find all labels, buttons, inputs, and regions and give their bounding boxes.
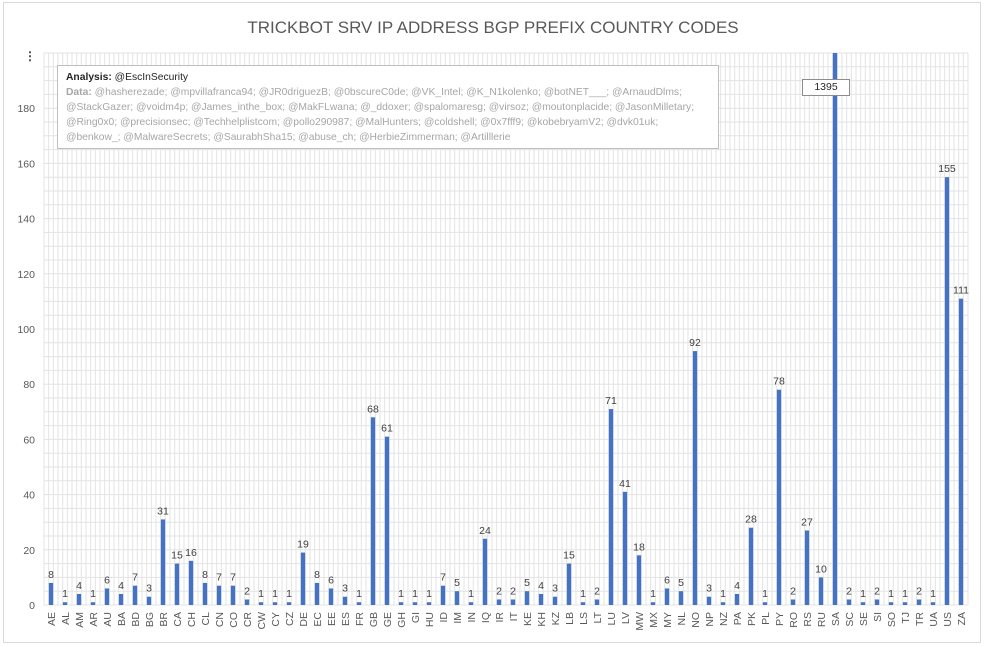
bar-ar — [91, 602, 95, 605]
data-label-gb: 68 — [367, 403, 379, 416]
x-tick-label-tj: TJ — [900, 612, 912, 624]
bar-im — [455, 591, 459, 605]
y-tick-label: 140 — [17, 213, 35, 226]
bar-fr — [357, 602, 361, 605]
data-label-im: 5 — [454, 577, 460, 590]
x-tick-label-it: IT — [508, 612, 520, 622]
x-tick-label-am: AM — [74, 612, 86, 628]
bar-ee — [329, 588, 333, 605]
data-label-tr: 2 — [916, 585, 922, 598]
data-label: Data: — [66, 87, 92, 98]
data-label-au: 6 — [104, 574, 110, 587]
x-tick-label-fr: FR — [354, 612, 366, 626]
data-label-it: 2 — [510, 585, 516, 598]
bar-pl — [763, 602, 767, 605]
bar-cr — [245, 599, 249, 605]
x-tick-label-kz: KZ — [550, 612, 562, 626]
bar-ec — [315, 583, 319, 605]
data-label-ge: 61 — [381, 422, 393, 435]
x-axis-ticks — [46, 611, 968, 630]
x-tick-label-pk: PK — [746, 612, 758, 627]
data-label-lb: 15 — [563, 549, 575, 562]
x-tick-label-pa: PA — [732, 612, 744, 626]
data-label-cz: 1 — [286, 588, 292, 601]
y-tick-label: 0 — [29, 600, 35, 612]
data-label-al: 1 — [62, 588, 68, 601]
x-tick-label-gh: GH — [396, 612, 408, 628]
data-label-kh: 4 — [538, 579, 544, 592]
y-tick-label: 80 — [23, 379, 35, 392]
x-tick-label-ba: BA — [116, 612, 128, 627]
bar-gi — [413, 602, 417, 605]
y-tick-label: 160 — [17, 158, 35, 171]
bar-cl — [203, 583, 207, 605]
bar-ro — [791, 599, 795, 605]
ru-value-callout: 1395 — [802, 79, 850, 96]
data-label-ke: 5 — [524, 577, 530, 590]
x-tick-label-np: NP — [704, 612, 716, 627]
data-label-co: 7 — [230, 571, 236, 584]
data-label-ca: 15 — [171, 549, 183, 562]
x-tick-label-lt: LT — [592, 612, 604, 624]
bar-id — [441, 586, 445, 605]
data-label-mx: 1 — [650, 588, 656, 601]
bar-lb — [567, 564, 571, 605]
bar-kz — [553, 597, 557, 605]
y-tick-label: 60 — [23, 434, 35, 447]
bar-lv — [623, 492, 627, 605]
chart-title: TRICKBOT SRV IP ADDRESS BGP PREFIX COUNTRY CODES — [247, 18, 739, 37]
data-label-no: 92 — [689, 337, 701, 350]
data-label-ir: 2 — [496, 585, 502, 598]
data-label-bd: 7 — [132, 571, 138, 584]
x-tick-label-gi: GI — [410, 612, 422, 624]
bar-cw — [259, 602, 263, 605]
data-label-so: 1 — [888, 588, 894, 601]
x-tick-label-hu: HU — [424, 612, 436, 628]
data-label-rs: 27 — [801, 516, 813, 529]
data-label-lt: 2 — [594, 585, 600, 598]
x-tick-label-id: ID — [438, 612, 450, 623]
data-label-se: 1 — [860, 588, 866, 601]
x-tick-label-de: DE — [298, 612, 310, 627]
data-label-ae: 8 — [48, 568, 54, 581]
x-tick-label-sa: SA — [830, 612, 842, 627]
x-tick-label-ir: IR — [494, 612, 506, 623]
data-line — [66, 85, 710, 145]
bar-so — [889, 602, 893, 605]
bar-br — [161, 519, 165, 605]
bar-my — [665, 588, 669, 605]
x-tick-label-mw: MW — [634, 612, 646, 631]
x-tick-label-ar: AR — [88, 612, 100, 627]
x-tick-label-rs: RS — [802, 612, 814, 627]
bar-gb — [371, 417, 375, 605]
bar-iq — [483, 539, 487, 605]
analysis-label: Analysis: — [66, 72, 112, 83]
bar-es — [343, 597, 347, 605]
data-label-za: 111 — [953, 284, 969, 297]
bar-cz — [287, 602, 291, 605]
bar-mx — [651, 602, 655, 605]
bar-np — [707, 597, 711, 605]
data-label-ee: 6 — [328, 574, 334, 587]
x-tick-label-ru: RU — [816, 612, 828, 628]
bar-sa — [833, 53, 837, 605]
bar-lt — [595, 599, 599, 605]
x-tick-label-au: AU — [102, 612, 114, 627]
bar-it — [511, 599, 515, 605]
x-tick-label-cr: CR — [242, 612, 254, 628]
bar-am — [77, 594, 81, 605]
y-tick-label: 40 — [23, 489, 35, 502]
analysis-line — [66, 70, 710, 85]
x-tick-label-iq: IQ — [480, 612, 492, 624]
bar-se — [861, 602, 865, 605]
x-tick-label-se: SE — [858, 612, 870, 627]
vertical-ellipsis-icon[interactable]: ⋮ — [24, 49, 36, 63]
y-axis-ticks — [17, 103, 35, 612]
x-tick-label-mx: MX — [648, 612, 660, 628]
data-label-ec: 8 — [314, 568, 320, 581]
bar-de — [301, 553, 305, 605]
bar-ae — [49, 583, 53, 605]
x-tick-label-cw: CW — [256, 612, 268, 630]
x-tick-label-cy: CY — [270, 612, 282, 627]
x-tick-label-ec: EC — [312, 612, 324, 627]
bar-us — [945, 177, 949, 605]
bar-rs — [805, 530, 809, 605]
data-label-us: 155 — [938, 163, 956, 176]
data-label-ua: 1 — [930, 588, 936, 601]
data-label-np: 3 — [706, 582, 712, 595]
data-label-id: 7 — [440, 571, 446, 584]
x-tick-label-ls: LS — [578, 612, 590, 625]
bar-nl — [679, 591, 683, 605]
x-tick-label-ch: CH — [186, 612, 198, 628]
data-label-iq: 24 — [479, 524, 491, 537]
bar-ge — [385, 437, 389, 605]
x-tick-label-us: US — [942, 612, 954, 627]
bar-tj — [903, 602, 907, 605]
x-tick-label-nz: NZ — [718, 612, 730, 626]
x-tick-label-ca: CA — [172, 612, 184, 627]
x-tick-label-im: IM — [452, 612, 464, 624]
bar-cn — [217, 586, 221, 605]
bar-ke — [525, 591, 529, 605]
bar-ir — [497, 599, 501, 605]
data-label-ch: 16 — [185, 546, 197, 559]
x-tick-label-ua: UA — [928, 612, 940, 627]
bar-za — [959, 299, 963, 605]
data-label-nz: 1 — [720, 588, 726, 601]
bar-no — [693, 351, 697, 605]
x-tick-label-my: MY — [662, 612, 674, 628]
x-tick-label-nl: NL — [676, 612, 688, 626]
x-tick-label-ro: RO — [788, 612, 800, 628]
data-label-de: 19 — [297, 538, 309, 551]
data-label-kz: 3 — [552, 582, 558, 595]
bar-si — [875, 599, 879, 605]
data-label-cr: 2 — [244, 585, 250, 598]
x-tick-label-no: NO — [690, 612, 702, 628]
bar-hu — [427, 602, 431, 605]
data-label-gh: 1 — [398, 588, 404, 601]
bar-kh — [539, 594, 543, 605]
chart-frame — [3, 2, 981, 643]
data-label-am: 4 — [76, 579, 82, 592]
data-label-ls: 1 — [580, 588, 586, 601]
bar-ua — [931, 602, 935, 605]
data-label-my: 6 — [664, 574, 670, 587]
bar-cy — [273, 602, 277, 605]
bar-tr — [917, 599, 921, 605]
data-label-bg: 3 — [146, 582, 152, 595]
data-label-cn: 7 — [216, 571, 222, 584]
data-label-fr: 1 — [356, 588, 362, 601]
y-tick-label: 180 — [17, 103, 35, 116]
x-tick-label-gb: GB — [368, 612, 380, 628]
data-label-py: 78 — [773, 375, 785, 388]
y-tick-label: 20 — [23, 544, 35, 557]
x-tick-label-cz: CZ — [284, 612, 296, 626]
x-tick-label-ae: AE — [46, 612, 58, 627]
data-label-br: 31 — [157, 505, 169, 518]
bar-ls — [581, 602, 585, 605]
x-tick-label-lu: LU — [606, 612, 618, 626]
data-label-ru: 10 — [815, 563, 827, 576]
bar-co — [231, 586, 235, 605]
data-label-ba: 4 — [118, 579, 124, 592]
x-tick-label-py: PY — [774, 612, 786, 627]
data-label-ar: 1 — [90, 588, 96, 601]
x-tick-label-es: ES — [340, 612, 352, 627]
data-label-pk: 28 — [745, 513, 757, 526]
bar-ca — [175, 564, 179, 605]
x-tick-label-bd: BD — [130, 612, 142, 627]
bar-in — [469, 602, 473, 605]
x-tick-label-lb: LB — [564, 612, 576, 625]
bar-py — [777, 390, 781, 605]
data-labels — [48, 163, 969, 600]
info-box — [57, 65, 719, 149]
data-label-es: 3 — [342, 582, 348, 595]
bar-pk — [749, 528, 753, 605]
x-tick-label-in: IN — [466, 612, 478, 623]
data-label-pa: 4 — [734, 579, 740, 592]
bar-al — [63, 602, 67, 605]
x-tick-label-al: AL — [60, 612, 72, 625]
bar-pa — [735, 594, 739, 605]
analysis-value: @EscInSecurity — [114, 72, 189, 83]
bar-sc — [847, 599, 851, 605]
bar-nz — [721, 602, 725, 605]
y-tick-label: 100 — [17, 324, 35, 336]
x-tick-label-co: CO — [228, 612, 240, 628]
x-tick-label-si: SI — [872, 612, 884, 622]
x-tick-label-cn: CN — [214, 612, 226, 628]
bar-mw — [637, 555, 641, 605]
x-tick-label-br: BR — [158, 612, 170, 627]
bar-bg — [147, 597, 151, 605]
x-tick-label-ke: KE — [522, 612, 534, 627]
data-label-cy: 1 — [272, 588, 278, 601]
data-label-pl: 1 — [762, 588, 768, 601]
x-tick-label-cl: CL — [200, 612, 212, 626]
x-tick-label-ge: GE — [382, 612, 394, 628]
data-label-lv: 41 — [619, 477, 631, 490]
data-value: @hasherezade; @mpvillafranca94; @JR0driguezB; @0bscureC0de; @VK_Intel; @K_N1kolenko; @botNET___; @ArnaudDlms; @StackGazer; @voidm4p; @James_inthe_box; @MakFLwana; @_ddoxer; @spalomaresg; @virsoz; @moutonplacide; @JasonMilletary; @Ring0x0; @precisionsec; @Techhelplistcom; @pollo290987; @MalHunters; @coldshell; @0x7fff9; @kobebryamV2; @dvk01uk; @benkow_; @MalwareSecrets; @SaurabhSha15; @abuse_ch; @HerbieZimmerman; @Artilllerie — [66, 87, 695, 143]
bar-bd — [133, 586, 137, 605]
data-label-lu: 71 — [605, 395, 617, 408]
data-label-cl: 8 — [202, 568, 208, 581]
x-tick-label-kh: KH — [536, 612, 548, 627]
bar-ba — [119, 594, 123, 605]
x-tick-label-lv: LV — [620, 612, 632, 625]
data-label-sc: 2 — [846, 585, 852, 598]
x-tick-label-so: SO — [886, 612, 898, 628]
data-label-si: 2 — [874, 585, 880, 598]
bar-gh — [399, 602, 403, 605]
x-tick-label-za: ZA — [956, 612, 968, 626]
data-label-in: 1 — [468, 588, 474, 601]
x-tick-label-pl: PL — [760, 612, 772, 625]
data-label-gi: 1 — [412, 588, 418, 601]
bar-ru — [819, 577, 823, 605]
data-label-tj: 1 — [902, 588, 908, 601]
data-label-hu: 1 — [426, 588, 432, 601]
x-tick-label-sc: SC — [844, 612, 856, 627]
y-tick-label: 120 — [17, 268, 35, 281]
x-tick-label-ee: EE — [326, 612, 338, 627]
data-label-mw: 18 — [633, 541, 645, 554]
bar-au — [105, 588, 109, 605]
bar-ch — [189, 561, 193, 605]
x-tick-label-tr: TR — [914, 612, 926, 626]
bar-lu — [609, 409, 613, 605]
data-label-ro: 2 — [790, 585, 796, 598]
data-label-cw: 1 — [258, 588, 264, 601]
data-label-nl: 5 — [678, 577, 684, 590]
x-tick-label-bg: BG — [144, 612, 156, 628]
